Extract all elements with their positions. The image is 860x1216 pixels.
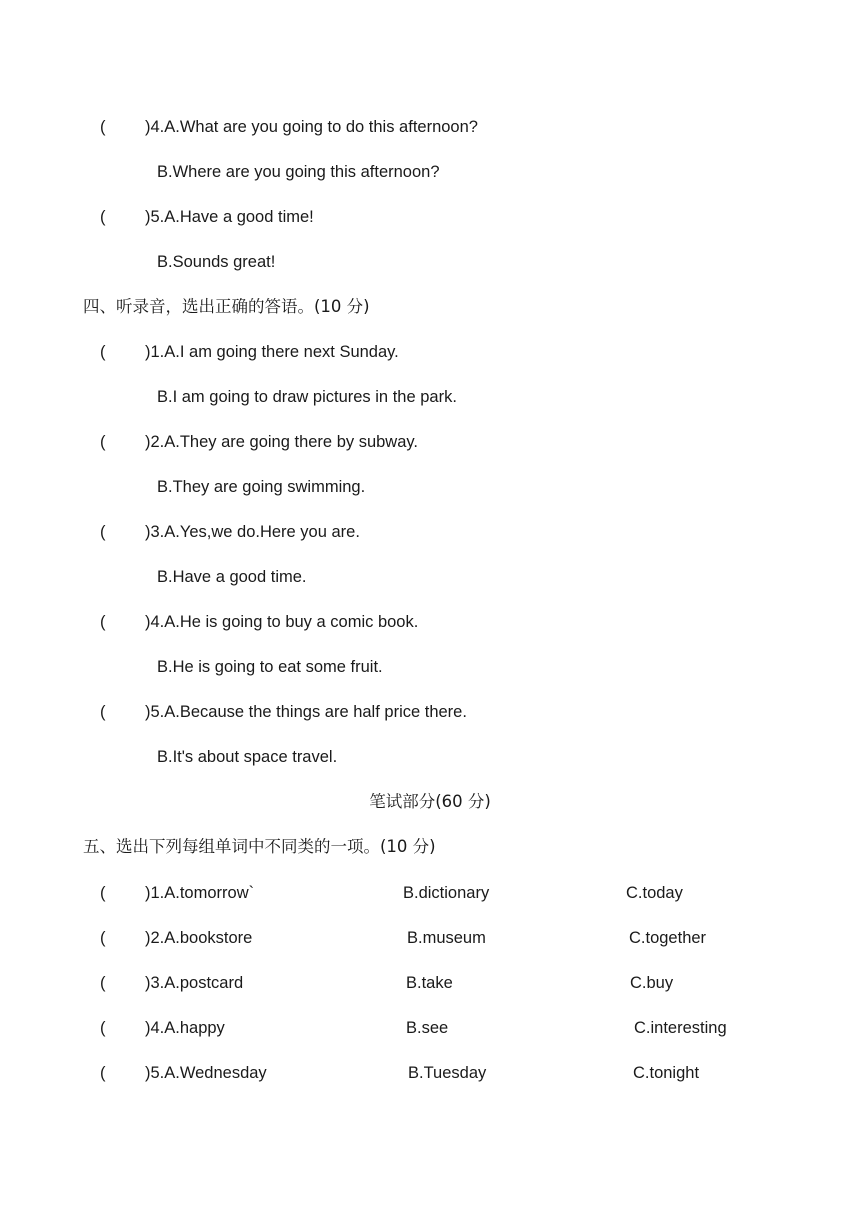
option-b-text: B.museum (407, 929, 486, 947)
question-text: )5.A.Because the things are half price there. (145, 703, 467, 721)
option-b-text: B.It's about space travel. (157, 748, 338, 766)
option-a-text: )1.A.tomorrow` (145, 884, 255, 902)
answer-blank[interactable]: ( (100, 929, 106, 947)
option-b-text: B.Sounds great! (157, 253, 276, 271)
answer-blank[interactable]: ( (100, 523, 106, 541)
question-text: )5.A.Have a good time! (145, 208, 314, 226)
answer-blank[interactable]: ( (100, 118, 106, 136)
option-a-text: )4.A.happy (145, 1019, 225, 1037)
section5-heading: 五、选出下列每组单词中不同类的一项。(10 分) (83, 837, 436, 856)
option-a-text: )3.A.postcard (145, 974, 244, 992)
option-b-text: B.Have a good time. (157, 568, 307, 586)
question-text: )3.A.Yes,we do.Here you are. (145, 523, 360, 541)
written-part-title: 笔试部分(60 分) (369, 792, 491, 811)
question-text: )2.A.They are going there by subway. (145, 433, 419, 451)
option-b-text: B.see (406, 1019, 449, 1037)
option-c-text: C.interesting (634, 1019, 727, 1037)
option-c-text: C.buy (630, 974, 674, 992)
section4-heading: 四、听录音，选出正确的答语。(10 分) (83, 297, 370, 316)
option-c-text: C.together (629, 929, 707, 947)
answer-blank[interactable]: ( (100, 703, 106, 721)
option-b-text: B.I am going to draw pictures in the park. (157, 388, 457, 406)
option-c-text: C.today (626, 884, 683, 902)
question-text: )1.A.I am going there next Sunday. (145, 343, 399, 361)
answer-blank[interactable]: ( (100, 343, 106, 361)
answer-blank[interactable]: ( (100, 884, 106, 902)
option-b-text: B.dictionary (403, 884, 490, 902)
option-c-text: C.tonight (633, 1064, 700, 1082)
option-b-text: B.take (406, 974, 453, 992)
option-a-text: )2.A.bookstore (145, 929, 253, 947)
question-text: )4.A.What are you going to do this afternoon? (145, 118, 478, 136)
answer-blank[interactable]: ( (100, 974, 106, 992)
option-a-text: )5.A.Wednesday (145, 1064, 267, 1082)
option-b-text: B.He is going to eat some fruit. (157, 658, 383, 676)
answer-blank[interactable]: ( (100, 433, 106, 451)
option-b-text: B.They are going swimming. (157, 478, 366, 496)
answer-blank[interactable]: ( (100, 1064, 106, 1082)
question-text: )4.A.He is going to buy a comic book. (145, 613, 419, 631)
answer-blank[interactable]: ( (100, 613, 106, 631)
option-b-text: B.Tuesday (408, 1064, 487, 1082)
answer-blank[interactable]: ( (100, 1019, 106, 1037)
answer-blank[interactable]: ( (100, 208, 106, 226)
option-b-text: B.Where are you going this afternoon? (157, 163, 440, 181)
